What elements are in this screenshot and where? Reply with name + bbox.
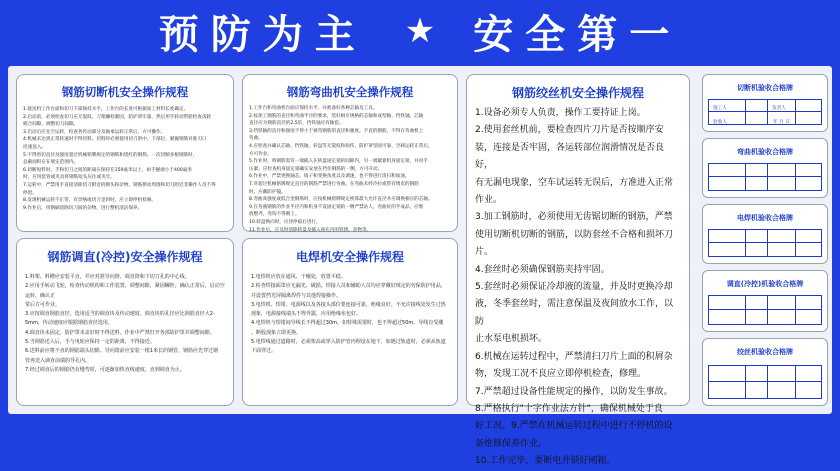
rule-line: 8.严格执行"十字作业法方针"，确保机械处于良 <box>475 403 663 414</box>
rule-line: 5.作业时，将钢筋需弯一端插入在转盘固定销的间隙内，另一端紧靠机身固定销，并用手 <box>249 159 428 165</box>
rule-line: 11.作业后，应及时清除转盘及插入座孔内的铁锈、杂物等。 <box>249 227 372 233</box>
rule-line: 4.应检查并确认芯轴、挡铁轴、转盘等无裂纹和损伤，防护罩坚固可靠，空载运转正常后， <box>249 143 433 149</box>
rule-line: 5.不得剪切直径及强度超过机械铭牌规定的钢筋和烧红的钢筋。一次切断多根钢筋时， <box>23 152 198 158</box>
cutting-acceptance-title: 切断机验收合格牌 <box>737 84 793 92</box>
cutting-machine-title: 钢筋切断机安全操作规程 <box>61 85 189 99</box>
rule-line: 4.机械未达到正常转速时不得切料。切料时必须使用切刀的中、下部位，紧握钢筋对准刃口 <box>23 137 207 143</box>
rule-line: 4.调直块未固定，防护罩未盖好时不得送料。作业中严禁打开各部防护罩并调整间隙。 <box>25 329 215 336</box>
rule-line: 管再送入调直前端的导孔内。 <box>25 357 91 364</box>
header-slogan-right: 安全第一 <box>473 11 682 58</box>
rule-line: 止水泵电机损坏。 <box>475 334 548 345</box>
rule-line: 5.套丝时必须保证冷却液的流量，并及时更换冷却 <box>475 282 673 293</box>
rule-line: 6.切断短料时，手和切刀之间的距离应保持在150毫米以上，如手握端小于400毫米 <box>23 167 192 173</box>
rule-line: 有无漏电现象，空车试运转无误后，方准进入正常 <box>475 177 674 188</box>
twisting-machine-title: 钢筋绞丝机安全操作规程 <box>511 86 644 100</box>
grid-label-builder: 施工人 <box>713 106 727 111</box>
acceptance-grid <box>708 365 822 399</box>
rule-line: 8.发现机械运转不正常、有异响或切刀歪斜时，应立即停机检修。 <box>23 198 157 204</box>
welding-machine-rules <box>243 273 457 357</box>
rule-line: 4.电焊机与焊钳间导线长不得超过30m，如特殊需要时，也不得超过50m。导线有受潮 <box>251 320 444 327</box>
rule-line: 直径应为钢筋直径的2.5倍，挡铁轴应有轴套。 <box>249 121 344 127</box>
rule-line: 、断股现象立即更换。 <box>251 329 302 336</box>
rule-line: 3.挡铁轴的直径和强度不得小于被弯钢筋的直径和强度。不直的钢筋，不得在弯曲机上 <box>249 128 424 134</box>
welding-machine-panel <box>242 238 458 406</box>
rule-line: 1.设备必须专人负责，操作工要持证上岗。 <box>475 108 646 118</box>
rule-line: 总截面积应在规定范围内。 <box>23 160 79 166</box>
header-slogan-left: 预防为主 <box>158 11 367 58</box>
rule-line: 7.经过调直后的钢筋仍有慢弯时，可逐渐加快直线速度，直到调直为止。 <box>25 366 185 373</box>
rule-line: 放整齐，弯钩不得朝上。 <box>249 212 300 218</box>
rule-line: 1.工作台和弯曲机台面应保持水平，并准备好各种芯轴及工具。 <box>249 106 378 111</box>
bending-acceptance-card <box>702 138 828 198</box>
rule-line: 6.送料前应将不直的钢筋端头切除。导向筒前应安装一根1米长的钢管，钢筋应先穿过钢 <box>25 348 218 355</box>
acceptance-grid <box>708 229 822 257</box>
rule-line: 现象，电源接线端头不得外露，应用绝缘布包好。 <box>251 311 362 318</box>
rule-line: 4.套丝时必须确保钢筋夹持牢固。 <box>475 264 610 275</box>
straightening-acceptance-title: 调直(冷控)机验收合格牌 <box>726 280 804 288</box>
rule-line: 片。 <box>475 247 494 258</box>
grid-label-date: 年 月 日 <box>773 120 790 125</box>
rule-line: 5.电焊线通过道路时，必须架高或穿入防护管内埋设在地下，如遇过轨道时，必须从轨道 <box>251 339 446 346</box>
rule-line: 压紧，应检查机身固定销确实安放在挡住钢筋的一侧，方可开动。 <box>249 166 383 172</box>
bending-machine-rules <box>243 105 457 234</box>
grid-label-manager: 负责人 <box>772 106 786 111</box>
straightening-machine-rules <box>17 273 233 375</box>
acceptance-grid <box>708 163 822 191</box>
rule-line: 停留。 <box>23 190 37 196</box>
cutting-machine-rules <box>17 106 233 212</box>
rule-line: 7.运转中，严禁用手直接清除切刀附近的断头和杂物。钢筋摆动周围和切刀附近非操作人员不得 <box>23 182 216 188</box>
rule-line: 备维修保养作业。 <box>475 438 548 449</box>
rule-line: 9.作业后，用钢刷清除切刀间的杂物，进行整机清洁保养。 <box>23 205 143 211</box>
rule-line: 6.作业中，严禁更换轴芯、销子和变换角度以及调速，也不得进行清扫和加油。 <box>249 174 410 180</box>
rule-line: 7.严禁超过设备性能规定的操作，以防发生事故。 <box>475 386 673 397</box>
twisting-machine-panel <box>466 74 690 467</box>
rule-line: 迅速送入。 <box>23 144 46 150</box>
twisting-acceptance-card <box>702 338 828 406</box>
rule-line: 5.当钢筋送入后，手与曳轮应保持一定的距离，不得接近。 <box>25 339 155 346</box>
board-header <box>0 0 840 62</box>
welding-machine-title: 电焊机安全操作规程 <box>295 250 404 264</box>
twisting-machine-rules <box>467 105 689 471</box>
star-icon: ★ <box>404 11 436 51</box>
rule-line: 常后方可作业。 <box>25 301 61 308</box>
rule-line: 1.电焊机应放在通风、干燥处，放置平稳。 <box>251 274 346 280</box>
rule-line: 3.加工钢筋时，必须使用无齿锯切断的钢筋，严禁 <box>475 212 673 223</box>
rule-line: 作业。 <box>475 195 503 206</box>
rule-line: 2.应用手转动飞轮，检查传动机构和工作装置，调整间隙，紧固螺栓，确认正常后，启动空运转，确认正 <box>25 283 225 299</box>
straightening-acceptance-card <box>702 270 828 332</box>
straightening-machine-panel <box>16 238 234 406</box>
acceptance-grid <box>708 99 822 125</box>
rule-line: 8.弯曲高强度或低合金钢筋时，应按机械铭牌规定换算最大允许直径并应调换相应的芯轴。 <box>249 197 433 203</box>
rule-line: 物，发现工况不良应立即停机检查，修理。 <box>475 369 647 380</box>
cutting-machine-panel <box>16 74 234 232</box>
rule-line: 液，冬季套丝时，需注意保温及夜间放水工作，以防 <box>475 299 674 327</box>
cutting-acceptance-card <box>702 74 828 132</box>
rule-line: 9.在弯曲钢筋的作业半径内和机身不设固定销的一侧严禁站人。弯曲好的半成品，应堆 <box>249 204 424 210</box>
welding-acceptance-title: 电焊机验收合格牌 <box>737 214 793 222</box>
rule-line: 2.检查焊接面罩应无漏光、破损。焊接人员和辅助人员均应穿戴好规定的劳保防护用品， <box>251 283 446 290</box>
rule-line: 好工况。9.严禁在机械运转过程中进行不停机的设 <box>475 421 673 432</box>
rule-line: 使用切断机切断的钢筋，以防套丝不合格和损坏刀 <box>475 229 674 240</box>
bending-machine-panel <box>242 74 458 232</box>
rule-line: 1.料架、料槽应安装平直，并应对准导向筒、调直筒和下切刀孔的中心线。 <box>25 274 190 280</box>
rule-line: 弯曲。 <box>249 136 263 142</box>
rule-line: 时，应戴防护镜。 <box>249 189 286 195</box>
rule-line: 1.接送料工作台面和切刀下部保持水平，工作台的长度可根据加工材料长度确定。 <box>23 107 189 112</box>
rule-line: 并设置挡光屏隔离焊件与其他焊接操作。 <box>251 292 342 299</box>
rule-line: 5mm，传动速度应根据钢筋直径选用。 <box>25 320 113 327</box>
rule-line: 10.工作完毕，要断电并锁好闸箱。 <box>475 456 616 467</box>
rule-line: 装，连接是否牢固，各运转部位润滑情况是否良好， <box>475 142 665 171</box>
rule-line: 啮合间隙，调整切刀间隙。 <box>23 122 79 128</box>
rule-line: 7.对超过机械铭牌规定直径的钢筋严禁进行弯曲。在弯曲未经冷拉或带有锈皮的钢筋 <box>249 181 419 187</box>
bending-acceptance-title: 弯曲机验收合格牌 <box>737 148 793 156</box>
rule-line: 2.使用套丝机前，要检查四片刀片是否按顺序安 <box>475 125 664 136</box>
bending-machine-title: 钢筋弯曲机安全操作规程 <box>286 85 414 99</box>
rule-line: 6.机械在运转过程中，严禁清扫刀片上面的积屑杂 <box>475 351 673 362</box>
rule-line: 3.启动后应先空运转，检查各传动部分及轴承运转正常后，方可操作。 <box>23 129 166 135</box>
acceptance-grid <box>708 295 822 325</box>
rule-line: 2.按加工钢筋的直径和弯曲半径的要求，装好相应规格的芯轴和成型轴、挡铁轴。芯轴 <box>249 113 424 119</box>
rule-line: 10.转盘换向时，应待停稳后进行。 <box>249 219 321 225</box>
rule-line: 2.启动前，必须检查切刀应无裂纹，刀架螺栓紧固，防护罩牢靠。然后用手转动带轮检查齿轮 <box>23 114 212 120</box>
welding-acceptance-card <box>702 204 828 264</box>
grid-label-inspector: 验收人 <box>713 120 727 125</box>
rule-line: 3.电焊机、焊钳、电源线以及各接头部位要连接可靠，绝缘良好。不允许接线处发生过热 <box>251 301 446 308</box>
straightening-machine-title: 钢筋调直(冷控)安全操作规程 <box>47 250 203 264</box>
rule-line: 时，应用套管或夹具将钢筋短头压住或夹牢。 <box>23 175 115 181</box>
content-area <box>8 66 832 467</box>
rule-line: 3.应按调直钢筋直径，选用适当的调直块及传动速度。调直块的孔径应比钢筋直径大2- <box>25 311 215 318</box>
rule-line: 下面穿过。 <box>251 348 277 355</box>
twisting-acceptance-title: 绞丝机验收合格牌 <box>737 348 793 356</box>
rule-line: 方可作业。 <box>249 151 272 157</box>
